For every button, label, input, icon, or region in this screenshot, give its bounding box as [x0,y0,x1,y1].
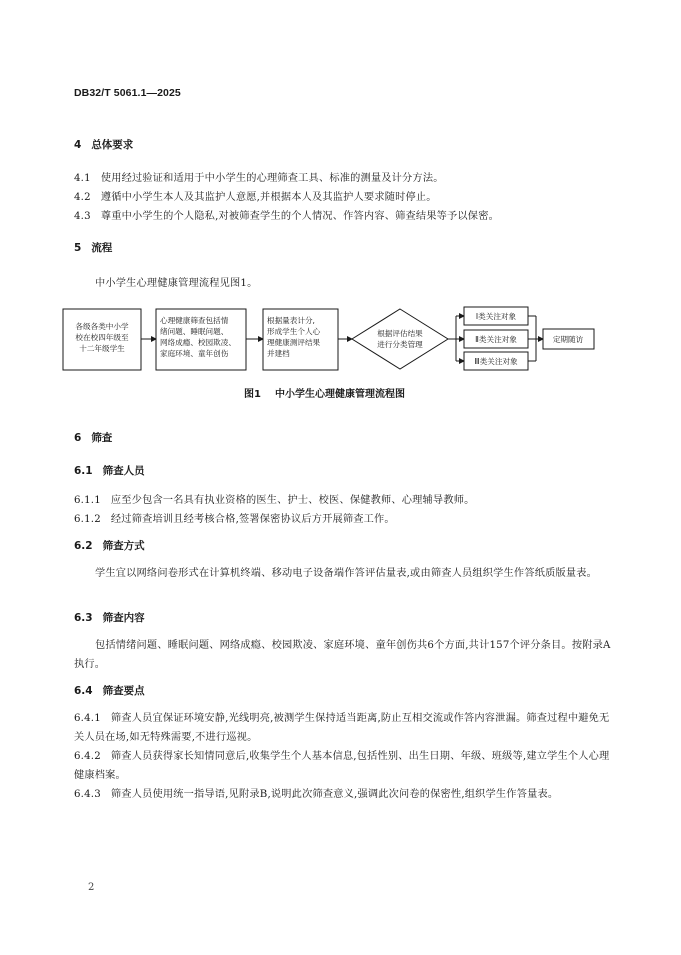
section-5-heading [74,240,112,255]
flow-decision-diamond [352,309,448,369]
section-6-2-heading [74,538,145,553]
flow-class-2-label: Ⅱ类关注对象 [475,335,517,344]
section-number: 5 [74,242,82,254]
flow-box-scoring-line-4: 并建档 [267,349,290,358]
section-title: 筛查 [91,432,113,444]
clause-number: 6.1.2 [74,514,101,525]
section-number: 6.4 [74,685,93,697]
section-title: 流程 [91,242,113,254]
section-number: 6.1 [74,465,93,477]
clause-text: 尊重中小学生的个人隐私,对被筛查学生的个人情况、作答内容、筛查结果等予以保密。 [100,211,499,222]
section-number: 6.2 [74,540,93,552]
clause-6-1-1 [74,491,474,506]
section-number: 6 [74,432,82,444]
section-4-heading [74,137,133,152]
clause-text: 应至少包含一名具有执业资格的医生、护士、校医、保健教师、心理辅导教师。 [110,495,475,506]
section-number: 4 [74,139,82,151]
page-number: 2 [88,882,95,893]
section-title: 筛查人员 [102,465,145,477]
paragraph-6-2: 学生宜以网络问卷形式在计算机终端、移动电子设备端作答评估量表,或由筛查人员组织学生作答纸质版量表。 [95,568,598,579]
flow-box-screening-line-2: 绪问题、睡眠问题、 [160,327,229,336]
clause-number: 6.1.1 [74,495,101,506]
flow-class-3-label: Ⅲ类关注对象 [474,357,518,366]
figure-caption [244,385,405,400]
section-6-4-heading [74,683,145,698]
flow-box-screening-line-1: 心理健康筛查包括情 [160,316,229,325]
flow-box-screening-line-4: 家庭环境、童年创伤 [160,349,229,358]
clause-6-4-3 [74,785,614,804]
section-6-heading [74,430,112,445]
standard-number: DB32/T 5061.1—2025 [74,87,181,99]
section-title: 总体要求 [91,139,134,151]
flow-followup-label: 定期随访 [552,335,584,344]
clause-text: 筛查人员获得家长知情同意后,收集学生个人基本信息,包括性别、出生日期、年级、班级等,建立学生个人心理健康档案。 [74,751,610,781]
section-title: 筛查方式 [102,540,145,552]
clause-number: 4.3 [74,211,91,222]
flowchart-figure [60,303,600,378]
clause-number: 6.4.2 [74,751,101,762]
clause-number: 4.2 [74,192,91,203]
section-title: 筛查内容 [102,612,145,624]
clause-6-1-2 [74,510,395,525]
section-6-1-heading [74,463,145,478]
section-5-intro: 中小学生心理健康管理流程见图1。 [95,278,258,289]
clause-number: 4.1 [74,173,91,184]
flow-box-students-line-3: 十二年级学生 [79,344,125,353]
flow-decision-line-1: 根据评估结果 [377,329,423,338]
clause-text: 筛查人员宜保证环境安静,光线明亮,被测学生保持适当距离,防止互相交流或作答内容泄漏。筛查过程中避免无关人员在场,如无特殊需要,不进行巡视。 [74,713,610,743]
clause-text: 使用经过验证和适用于中小学生的心理筛查工具、标准的测量及计分方法。 [100,173,444,184]
clause-4-3 [74,207,499,222]
clause-number: 6.4.1 [74,713,101,724]
flow-decision-line-2: 进行分类管理 [377,340,423,349]
clause-6-4-2 [74,747,614,785]
section-number: 6.3 [74,612,93,624]
clause-4-2 [74,188,437,203]
flow-box-scoring-line-1: 根据量表计分, [267,316,315,325]
clause-6-4-1 [74,709,614,747]
clause-text: 遵循中小学生本人及其监护人意愿,并根据本人及其监护人要求随时停止。 [100,192,437,203]
figure-caption-number: 图1 [244,389,261,400]
paragraph-6-3: 包括情绪问题、睡眠问题、网络成瘾、校园欺凌、家庭环境、童年创伤共6个方面,共计157个评分条目。按附录A执行。 [74,640,611,670]
clause-text: 经过筛查培训且经考核合格,签署保密协议后方开展筛查工作。 [110,514,395,525]
clause-4-1 [74,169,444,184]
flow-box-scoring-line-3: 理健康测评结果 [267,338,321,347]
flow-box-students-line-1: 各级各类中小学 [75,322,129,331]
flow-class-1-label: Ⅰ类关注对象 [475,312,517,321]
section-title: 筛查要点 [102,685,145,697]
clause-number: 6.4.3 [74,789,101,800]
section-6-3-heading [74,610,145,625]
flow-box-scoring-line-2: 形成学生个人心 [267,327,321,336]
figure-caption-title: 中小学生心理健康管理流程图 [274,389,405,400]
flow-box-students-line-2: 校在校四年级至 [75,333,129,342]
flow-box-screening-line-3: 网络成瘾、校园欺凌、 [160,338,236,347]
clause-text: 筛查人员使用统一指导语,见附录B,说明此次筛查意义,强调此次问卷的保密性,组织学生作答量表。 [110,789,559,800]
